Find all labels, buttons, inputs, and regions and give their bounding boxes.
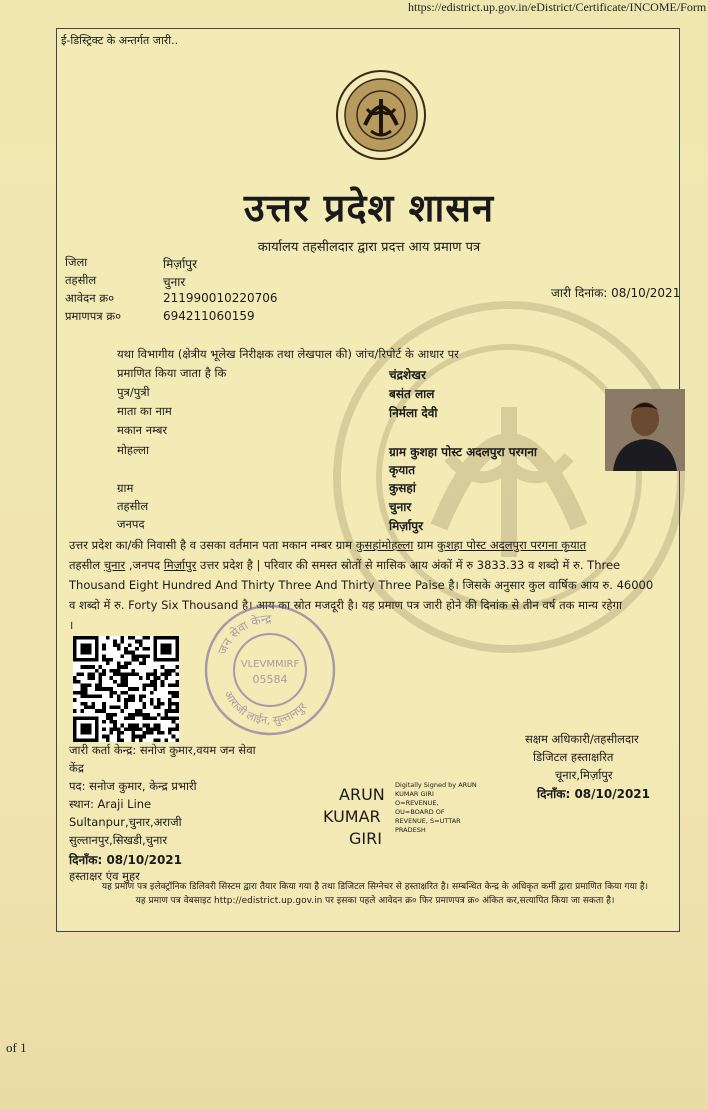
digital-signature: ARUN KUMAR GIRI Digitally Signed by ARUN KUMAR GIRI O=REVENUE, OU=BOARD OF REVENUE, S=UTTAR PRADESH (323, 781, 477, 848)
underlined-address: कुशहा पोस्ट अदलपुरा परगना कृयात (437, 538, 587, 552)
svg-text:आराजी लाईन, सुल्तानपुर: आराजी लाईन, सुल्तानपुर (221, 688, 310, 728)
svg-text:05584: 05584 (252, 673, 288, 686)
mohalla-value: ग्राम कुशहा पोस्ट अदलपुरा परगना (389, 445, 538, 459)
district-label: जिला (65, 255, 88, 269)
page-title: उत्तर प्रदेश शासन (243, 186, 495, 230)
house-label: मकान नम्बर (117, 423, 168, 437)
janpad-value: मिर्ज़ापुर (389, 519, 424, 533)
intro-line-2: प्रमाणित किया जाता है कि (117, 366, 227, 380)
issuer-signature-label: हस्ताक्षर एंव मुहर (69, 869, 140, 883)
issuer-center: जारी कर्ता केन्द्र: सनोज कुमार,वयम जन सेवा (69, 743, 256, 757)
svg-text:VLEVMMIRF: VLEVMMIRF (240, 659, 300, 670)
tehsil-field-value: चुनार (389, 500, 412, 514)
mother-value: निर्मला देवी (389, 406, 438, 420)
application-number: 211990010220706 (163, 291, 278, 305)
issuer-post: पद: सनोज कुमार, केन्द्र प्रभारी (69, 779, 197, 793)
applicant-photo (605, 389, 685, 471)
issue-date: जारी दिनांक: 08/10/2021 (551, 286, 681, 300)
janpad-label: जनपद (117, 517, 145, 531)
underlined-mohalla: कुसहांमोहल्ला (355, 538, 414, 552)
svg-text:जन सेवा केन्द्र: जन सेवा केन्द्र (215, 611, 272, 657)
issuer-place-2: Sultanpur,चुनार,अराजी (69, 815, 182, 829)
underlined-tehsil: चुनार (103, 558, 126, 572)
certificate-number: 694211060159 (163, 309, 255, 323)
underlined-janpad: मिर्ज़ापुर (163, 558, 197, 572)
certificate-paragraph: उत्तर प्रदेश का/की निवासी है व उसका वर्तमान पता मकान नम्बर ग्राम कुसहांमोहल्ला ग्राम कुशहा पोस्ट अदलपुरा परगना कृयात तहसील चुनार ,जनपद मिर्ज़ापुर उत्तर प्रदेश है | परिवार की समस्त स्रोतों से मासिक आय अंकों में रु 3833.33 व शब्दो में रु. Three Thousand Eight Hundred And Thirty Three And Thirty Three Paise है। जिसके अनुसार कुल वार्षिक आय रु. 46000 व शब्दो में रु. Forty Six Thousand है। आय का स्रोत मजदूरी है। यह प्रमाण पत्र जारी होने की दिनांक से तीन वर्ष तक मान्य रहेगा । (69, 538, 654, 632)
mohalla-value-2: कृयात (389, 463, 416, 477)
district-value: मिर्ज़ापुर (163, 257, 198, 271)
up-emblem-icon (335, 69, 427, 161)
header-note: ई-डिस्ट्रिक्ट के अन्तर्गत जारी.. (61, 34, 179, 47)
parent-label: पुत्र/पुत्री (117, 385, 150, 399)
mother-label: माता का नाम (117, 404, 172, 418)
issuer-center-cont: केंद्र (69, 761, 84, 775)
applicant-name: चंद्रशेखर (389, 368, 426, 382)
tehsil-value: चुनार (163, 275, 186, 289)
page-count: of 1 (6, 1040, 27, 1055)
issuer-place: स्थान: Araji Line (69, 797, 152, 811)
mohalla-label: मोहल्ला (117, 443, 149, 457)
authority-date: दिनाँक: 08/10/2021 (537, 787, 651, 801)
village-value: कुसहां (389, 481, 416, 495)
certificate-subtitle: कार्यालय तहसीलदार द्वारा प्रदत्त आय प्रमाण पत्र (257, 240, 481, 255)
village-label: ग्राम (117, 481, 134, 495)
seal-stamp (203, 603, 337, 737)
tehsil-field-label: तहसील (117, 499, 149, 513)
footer-line-1: यह प्रमाण पत्र इलेक्ट्रॉनिक डिलिवरी सिस्टम द्वारा तैयार किया गया है तथा डिजिटल सिग्नेचर से हस्ताक्षरित है। सम्बन्धित केन्द्र के अधिकृत कर्मी द्वारा प्रमाणित किया गया है। (101, 882, 649, 892)
authority-digital: डिजिटल हस्ताक्षरित (533, 750, 614, 764)
income-certificate (56, 28, 680, 932)
browser-url: https://edistrict.up.gov.in/eDistrict/Certificate/INCOME/Form (408, 0, 707, 14)
authority-title: सक्षम अधिकारी/तहसीलदार (525, 732, 639, 746)
parent-value: बसंत लाल (389, 387, 435, 401)
intro-line-1: यथा विभागीय (क्षेत्रीय भूलेख निरीक्षक तथा लेखपाल की) जांच/रिपोर्ट के आधार पर (117, 347, 459, 361)
certificate-label: प्रमाणपत्र क्र० (65, 309, 122, 323)
tehsil-label: तहसील (65, 273, 97, 287)
footer-line-2: यह प्रमाण पत्र वेबसाइट http://edistrict.up.gov.in पर इसका पहले आवेदन क्र० फिर प्रमाणपत्र क्र० अंकित कर,सत्यापित किया जा सकता है। (135, 896, 615, 906)
issuer-date: दिनाँक: 08/10/2021 (69, 853, 183, 867)
application-label: आवेदन क्र० (65, 291, 115, 305)
authority-place: चूनार,मिर्ज़ापुर (555, 768, 613, 782)
qr-code-icon (73, 636, 179, 742)
issuer-place-3: सुल्तानपुर,सिखडी,चुनार (69, 833, 168, 847)
